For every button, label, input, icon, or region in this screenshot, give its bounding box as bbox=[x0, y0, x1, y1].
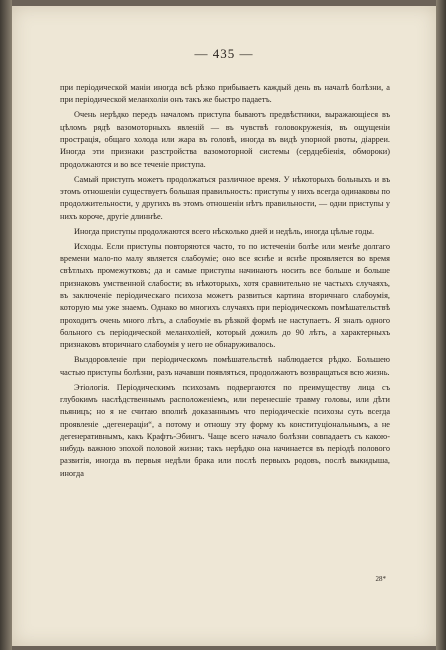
paragraph: Иногда приступы продолжаются всего нѣсколько дней и недѣль, иногда цѣлые годы. bbox=[74, 226, 375, 236]
page-number: — 435 — bbox=[194, 46, 254, 61]
book-gutter-left bbox=[0, 0, 12, 650]
body-text bbox=[60, 82, 390, 483]
book-page bbox=[12, 6, 436, 646]
paragraph: Выздоровленіе при періодическомъ помѣшательствѣ наблюдается рѣдко. Большею частью приступы болѣзни, разъ начавши появляться, продолжаютъ возвращаться всю жизнь. bbox=[60, 355, 390, 377]
printer-signature: 28* bbox=[375, 575, 386, 583]
paragraph: при періодической маніи иногда всѣ рѣзко прибываетъ каждый день въ началѣ болѣзни, а при періодической меланхоліи онъ такъ же быстро падаетъ. bbox=[60, 83, 390, 105]
paragraph: Очень нерѣдко передъ началомъ приступа бываютъ предвѣстники, выражающіеся въ цѣломъ рядѣ вазомоторныхъ явленій — въ чувствѣ головокруженія, въ ощущеніи прострація, общаго холода или жара въ головѣ, иногда въ видѣ упорной рвоты, діарреи. Иногда эти признаки разстройства вазомоторной системы (сердцебіенія, обмороки) продолжаются и во все теченіе приступа. bbox=[60, 110, 390, 169]
paragraph: Исходы. Если приступы повторяются часто, то по истеченіи болѣе или менѣе долгаго времени мало-по малу является слабоумie; оно все яснѣе и яснѣе проявляется во время свѣтлыхъ промежутковъ; да и самые приступы начинаютъ носить все больше и больше признаковъ умственной слабости; въ нѣкоторыхъ, хотя сравнительно не частыхъ случаяхъ, въ заключеніе періодическаго психоза можетъ развиться картина вторичнаго слабоумія, которую мы уже знаемъ. Однако во многихъ случаяхъ при періодическомъ помѣшательствѣ проходитъ очень много лѣтъ, а слабоумie въ рѣзкой формѣ не наступаетъ. Я зналъ одного больного съ періодической меланхоліей, который дожилъ до 90 лѣтъ, а характерныхъ признаковъ вторичнаго слабоумія у него не обнаруживалось. bbox=[60, 241, 390, 350]
book-edge-right bbox=[436, 0, 446, 650]
paragraph: Самый приступъ можетъ продолжаться различное время. У нѣкоторыхъ больныхъ и въ этомъ отношеніи существуетъ большая правильность: приступы у нихъ всегда одинаковы по продолжительности, у другихъ въ этомъ отношеніи нѣтъ правильности, — одни приступы у нихъ короче, другіе длиннѣе. bbox=[60, 174, 390, 221]
paragraph: Этіологія. Періодическимъ психозамъ подвергаются по преимуществу лица съ глубокимъ наслѣдственнымъ расположеніемъ, или перенесшіе травму головы, или дѣти пьяницъ; но я не считаю вполнѣ доказаннымъ что періодическіе психозы суть всегда проявленіе „дегенераціи“, а потому и отношу эту форму къ конституціональнымъ, а не дегенеративнымъ, какъ Крафтъ-Эбингъ. Чаще всего начало болѣзни совпадаетъ съ какою-нибудь важною эпохой половой жизни; такъ нерѣдко она начинается въ періодѣ полового развитія, иногда въ первыя недѣли брака или послѣ первыхъ родовъ, послѣ выкидыша, иногда bbox=[60, 382, 390, 478]
